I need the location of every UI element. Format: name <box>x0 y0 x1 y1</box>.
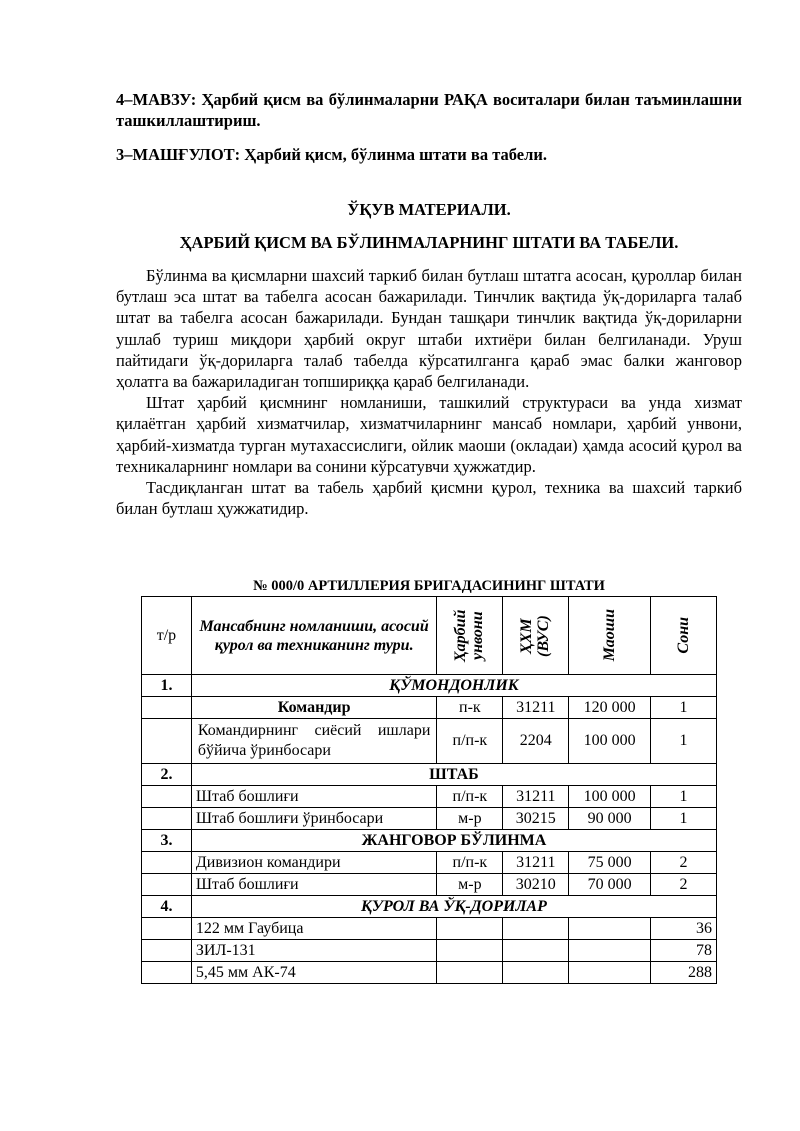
row-rank: м-р <box>437 808 503 830</box>
row-salary <box>569 940 651 962</box>
row-number <box>142 697 192 719</box>
row-count: 2 <box>651 852 717 874</box>
row-vus: 31211 <box>503 852 569 874</box>
section-row <box>142 830 717 852</box>
row-count: 36 <box>651 918 717 940</box>
row-number <box>142 940 192 962</box>
row-rank: п/п-к <box>437 719 503 764</box>
row-number <box>142 918 192 940</box>
table-title: № 000/0 АРТИЛЛЕРИЯ БРИГАДАСИНИНГ ШТАТИ <box>253 578 605 594</box>
table-row <box>142 962 717 984</box>
row-vus <box>503 918 569 940</box>
header-salary: Маоши <box>569 597 651 675</box>
paragraph: Тасдиқланган штат ва табель ҳарбий қисмни қурол, техника ва шахсий таркиб билан бутлаш ҳужжатидир. <box>116 478 742 519</box>
row-number <box>142 962 192 984</box>
section-number: 4. <box>142 896 192 918</box>
table-header-row <box>142 597 717 675</box>
row-count: 1 <box>651 808 717 830</box>
paragraph: Бўлинма ва қисмларни шахсий таркиб билан бутлаш штатга асосан, қуроллар билан бутлаш эса штат ва табелга асосан бажарилади. Тинчлик вақтида ўқ-дориларга талаб штат ва табелга асосан бажарилади. Бундан ташқари тинчлик вақтида ўқ-дориларни ушлаб туриш миқдори ҳарбий округ штаби ихтиёри билан белгиланади. Уруш пайтидаги ўқ-дориларга талаб табелда кўрсатилганга қараб эмас балки жанговор ҳолатга ва бажариладиган топшириққа қараб белгиланади. <box>116 266 742 392</box>
section-row <box>142 675 717 697</box>
row-count: 288 <box>651 962 717 984</box>
section-number: 1. <box>142 675 192 697</box>
row-name: Штаб бошлиғи <box>191 874 437 896</box>
lesson-heading: 3–МАШҒУЛОТ: Ҳарбий қисм, бўлинма штати ва табели. <box>116 145 548 164</box>
table-row <box>142 852 717 874</box>
row-rank <box>437 962 503 984</box>
row-vus <box>503 962 569 984</box>
row-rank: п/п-к <box>437 852 503 874</box>
row-number <box>142 786 192 808</box>
header-rank: Ҳарбий унвони <box>437 597 503 675</box>
table-row <box>142 786 717 808</box>
table-row <box>142 719 717 764</box>
row-count: 1 <box>651 786 717 808</box>
section-row <box>142 764 717 786</box>
row-number <box>142 808 192 830</box>
row-name: Штаб бошлиғи ўринбосари <box>191 808 437 830</box>
paragraph: Штат ҳарбий қисмнинг номланиши, ташкилий структураси ва унда хизмат қилаётган ҳарбий хизматчилар, хизматчиларнинг мансаб номлари, ҳарбий унвони, ҳарбий-хизматда турган мутахассислиги, ойлик маоши (окладаи) ҳамда асосий қурол ва техникаларнинг номлари ва сонини кўрсатувчи ҳужжатдир. <box>116 393 742 476</box>
row-vus: 31211 <box>503 786 569 808</box>
row-count: 1 <box>651 697 717 719</box>
section-label: ШТАБ <box>191 764 716 786</box>
row-rank <box>437 918 503 940</box>
row-count: 1 <box>651 719 717 764</box>
row-rank <box>437 940 503 962</box>
row-rank: п-к <box>437 697 503 719</box>
row-salary <box>569 962 651 984</box>
section-row <box>142 896 717 918</box>
header-num: т/р <box>142 597 192 675</box>
row-name: Командирнинг сиёсий ишлари бўйича ўринбосари <box>191 719 437 764</box>
row-salary: 100 000 <box>569 719 651 764</box>
table-row <box>142 940 717 962</box>
row-count: 2 <box>651 874 717 896</box>
row-vus: 30215 <box>503 808 569 830</box>
row-name: Дивизион командири <box>191 852 437 874</box>
table-row <box>142 918 717 940</box>
row-salary <box>569 918 651 940</box>
table-row <box>142 874 717 896</box>
header-vus: ҲХМ (ВУС) <box>503 597 569 675</box>
row-salary: 100 000 <box>569 786 651 808</box>
row-number <box>142 719 192 764</box>
row-name: Штаб бошлиғи <box>191 786 437 808</box>
section-label: ЖАНГОВОР БЎЛИНМА <box>191 830 716 852</box>
row-salary: 90 000 <box>569 808 651 830</box>
table-row <box>142 697 717 719</box>
row-name: 5,45 мм АК-74 <box>191 962 437 984</box>
row-salary: 75 000 <box>569 852 651 874</box>
row-rank: п/п-к <box>437 786 503 808</box>
row-count: 78 <box>651 940 717 962</box>
row-name: ЗИЛ-131 <box>191 940 437 962</box>
section-number: 3. <box>142 830 192 852</box>
row-salary: 70 000 <box>569 874 651 896</box>
row-salary: 120 000 <box>569 697 651 719</box>
section-title: ҲАРБИЙ ҚИСМ ВА БЎЛИНМАЛАРНИНГ ШТАТИ ВА ТАБЕЛИ. <box>179 233 679 252</box>
row-name: Командир <box>191 697 437 719</box>
section-label: ҚУРОЛ ВА ЎҚ-ДОРИЛАР <box>191 896 716 918</box>
row-rank: м-р <box>437 874 503 896</box>
section-number: 2. <box>142 764 192 786</box>
body-text <box>116 265 742 519</box>
row-vus: 31211 <box>503 697 569 719</box>
table-body <box>142 675 717 984</box>
header-name: Мансабнинг номланиши, асосий қурол ва техниканинг тури. <box>191 597 437 675</box>
header-count: Сони <box>651 597 717 675</box>
row-number <box>142 874 192 896</box>
row-vus: 30210 <box>503 874 569 896</box>
topic-heading: 4–МАВЗУ: Ҳарбий қисм ва бўлинмаларни РАҚА воситалари билан таъминлашни ташкиллаштириш. <box>116 90 742 130</box>
row-name: 122 мм Гаубица <box>191 918 437 940</box>
row-number <box>142 852 192 874</box>
table-row <box>142 808 717 830</box>
material-title: ЎҚУВ МАТЕРИАЛИ. <box>347 200 511 219</box>
staff-table <box>141 596 717 984</box>
section-label: ҚЎМОНДОНЛИК <box>191 675 716 697</box>
row-vus: 2204 <box>503 719 569 764</box>
row-vus <box>503 940 569 962</box>
